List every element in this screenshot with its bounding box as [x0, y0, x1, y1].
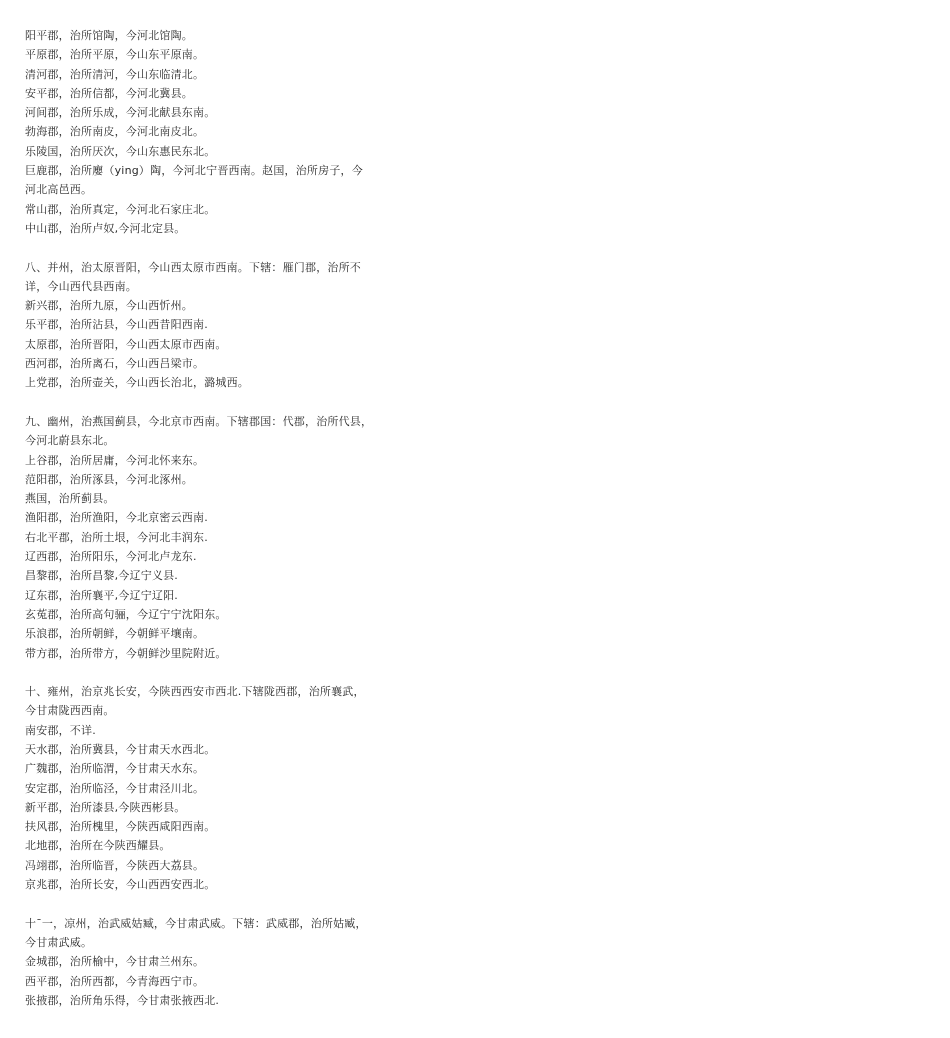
text-line: 勃海郡，治所南皮，今河北南皮北。 — [25, 125, 205, 139]
text-line: 冯翊郡，治所临晋，今陕西大荔县。 — [25, 858, 205, 872]
text-line: 详，今山西代县西南。 — [25, 279, 137, 293]
text-line: 辽东郡，治所襄平,今辽宁辽阳. — [25, 588, 178, 602]
text-line: 清河郡，治所清河，今山东临清北。 — [25, 67, 205, 81]
paragraph-spacer — [25, 663, 405, 682]
text-line: 天水郡，治所冀县，今甘肃天水西北。 — [25, 742, 216, 756]
text-line: 今甘肃武威。 — [25, 935, 93, 949]
text-line: 今甘肃陇西西南。 — [25, 704, 115, 718]
text-line: 十ˉ一，凉州，治武威姑臧，今甘肃武威。下辖：武威郡，治所姑臧， — [25, 916, 367, 930]
text-line: 范阳郡，治所涿县，今河北涿州。 — [25, 472, 193, 486]
text-line: 乐浪郡，治所朝鲜，今朝鲜平壤南。 — [25, 627, 205, 641]
text-line: 常山郡，治所真定，今河北石家庄北。 — [25, 202, 216, 216]
text-line: 河间郡，治所乐成，今河北献县东南。 — [25, 106, 216, 120]
text-line: 安定郡，治所临泾，今甘肃泾川北。 — [25, 781, 205, 795]
text-line: 上党郡，治所壶关，今山西长治北，潞城西。 — [25, 376, 249, 390]
text-line: 河北高邑西。 — [25, 183, 93, 197]
text-line: 十、雍州，治京兆长安，今陕西西安市西北.下辖陇西郡，治所襄武， — [25, 685, 365, 699]
paragraph-spacer — [25, 393, 405, 412]
text-line: 辽西郡，治所阳乐，今河北卢龙东. — [25, 550, 197, 564]
text-line: 九、幽州，治燕国蓟县，今北京市西南。下辖郡国：代郡，治所代县， — [25, 414, 373, 428]
text-line: 中山郡，治所卢奴,今河北定县。 — [25, 221, 186, 235]
text-line: 扶风郡，治所槐里，今陕西咸阳西南。 — [25, 820, 216, 834]
text-line: 上谷郡，治所居庸，今河北怀来东。 — [25, 453, 205, 467]
text-line: 乐陵国，治所厌次，今山东惠民东北。 — [25, 144, 216, 158]
text-line: 西平郡，治所西都，今青海西宁市。 — [25, 974, 205, 988]
text-line: 平原郡，治所平原，今山东平原南。 — [25, 48, 205, 62]
text-line: 金城郡，治所榆中，今甘肃兰州东。 — [25, 955, 205, 969]
text-line: 太原郡，治所晋阳，今山西太原市西南。 — [25, 337, 227, 351]
text-line: 新平郡，治所漆县,今陕西彬县。 — [25, 800, 186, 814]
document-text — [25, 26, 405, 1010]
text-line: 乐平郡，治所沾县，今山西昔阳西南. — [25, 318, 208, 332]
text-line: 北地郡，治所在今陕西耀县。 — [25, 839, 171, 853]
text-line: 广魏郡，治所临渭，今甘肃天水东。 — [25, 762, 205, 776]
text-line: 阳平郡，治所馆陶，今河北馆陶。 — [25, 29, 193, 42]
text-line: 燕国，治所蓟县。 — [25, 492, 115, 506]
text-line: 安平郡，治所信都，今河北冀县。 — [25, 86, 193, 100]
text-line: 玄菟郡，治所高句骊，今辽宁宁沈阳东。 — [25, 607, 227, 621]
text-line: 京兆郡，治所长安，今山西西安西北。 — [25, 878, 216, 892]
text-line: 右北平郡，治所土垠，今河北丰润东. — [25, 530, 208, 544]
text-line: 张掖郡，治所角乐得，今甘肃张掖西北. — [25, 993, 220, 1007]
text-line: 渔阳郡，治所渔阳，今北京密云西南. — [25, 511, 208, 525]
text-line: 西河郡，治所离石，今山西吕梁市。 — [25, 357, 205, 371]
paragraph-spacer — [25, 894, 405, 913]
text-line: 今河北蔚县东北。 — [25, 434, 115, 448]
text-line: 巨鹿郡，治所廮（ying）陶，今河北宁晋西南。赵国，治所房子，今 — [25, 164, 363, 178]
text-line: 新兴郡，治所九原，今山西忻州。 — [25, 299, 193, 313]
text-line: 带方郡，治所带方，今朝鲜沙里院附近。 — [25, 646, 227, 660]
text-line: 昌黎郡，治所昌黎,今辽宁义县. — [25, 569, 178, 583]
text-line: 南安郡，不详. — [25, 723, 96, 737]
text-line: 八、并州，治太原晋阳，今山西太原市西南。下辖：雁门郡，治所不 — [25, 260, 361, 274]
paragraph-spacer — [25, 238, 405, 257]
